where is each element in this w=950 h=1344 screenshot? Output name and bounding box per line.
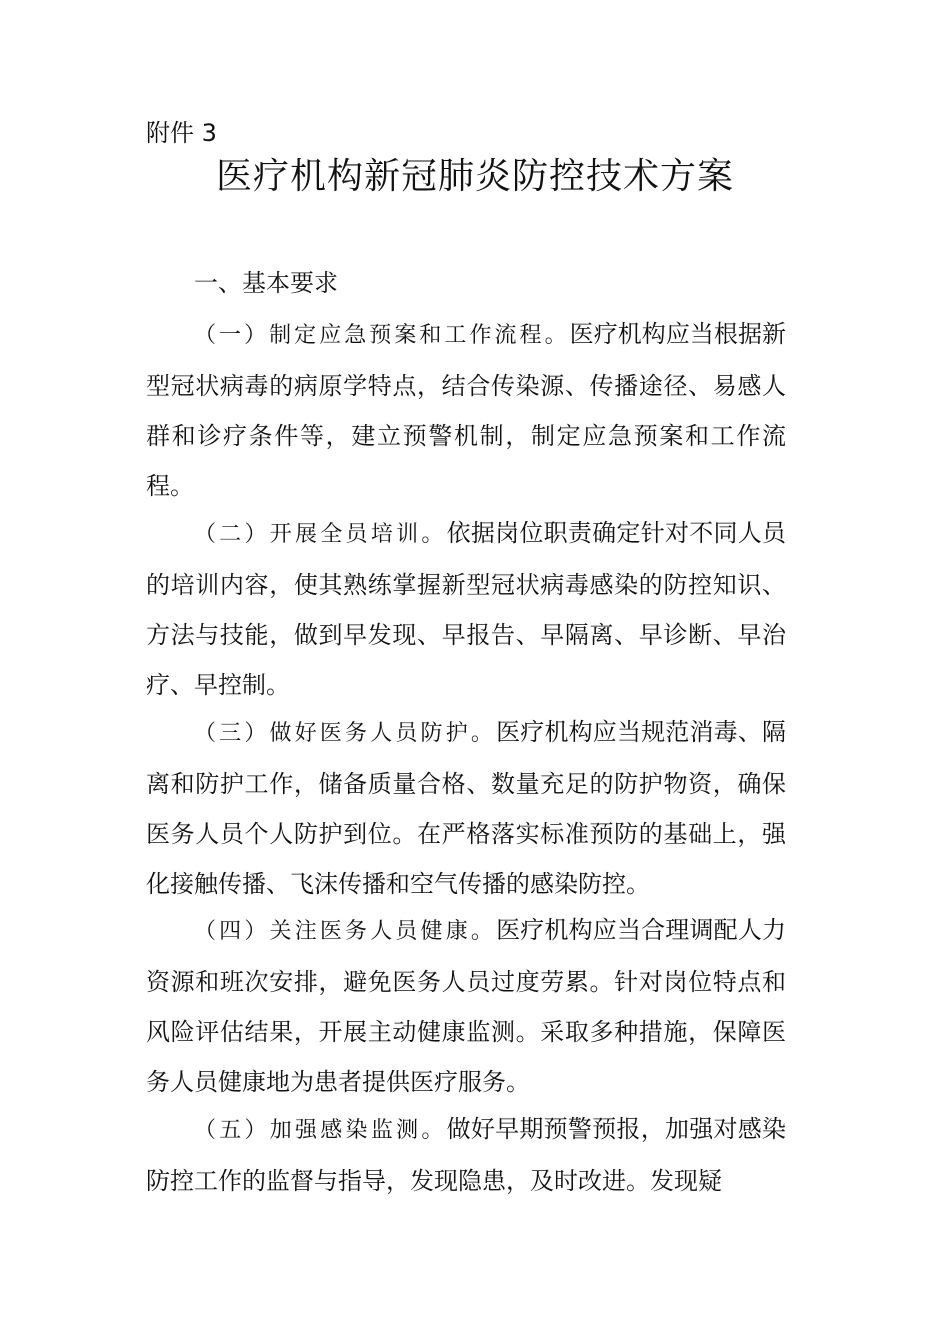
paragraph-lead: （三）做好医务人员防护。 xyxy=(194,721,497,746)
paragraph-lead: （二）开展全员培训。 xyxy=(194,522,447,547)
paragraph-emergency-plan xyxy=(146,309,786,511)
paragraph-lead: （四）关注医务人员健康。 xyxy=(194,919,497,944)
paragraph-lead: （五）加强感染监测。 xyxy=(194,1118,447,1143)
paragraph-staff-training xyxy=(146,508,786,710)
paragraph-body: 医疗机构应当根据新型冠状病毒的病原学特点，结合传染源、传播途径、易感人群和诊疗条件等，建立预警机制，制定应急预案和工作流程。 xyxy=(146,320,786,500)
paragraph-lead: （一）制定应急预案和工作流程。 xyxy=(194,323,570,348)
paragraph-body: 医疗机构应当规范消毒、隔离和防护工作，储备质量合格、数量充足的防护物资，确保医务人员个人防护到位。在严格落实标准预防的基础上，强化接触传播、飞沫传播和空气传播的感染防控。 xyxy=(146,718,786,898)
document-title: 医疗机构新冠肺炎防控技术方案 xyxy=(215,156,734,197)
paragraph-body: 做好早期预警预报，加强对感染防控工作的监督与指导，发现隐患，及时改进。发现疑 xyxy=(146,1115,786,1195)
paragraph-body: 医疗机构应当合理调配人力资源和班次安排，避免医务人员过度劳累。针对岗位特点和风险评估结果，开展主动健康监测。采取多种措施，保障医务人员健康地为患者提供医疗服务。 xyxy=(146,916,786,1096)
paragraph-staff-protection xyxy=(146,707,786,909)
section-heading: 一、基本要求 xyxy=(194,269,338,297)
paragraph-infection-monitoring xyxy=(146,1104,786,1206)
paragraph-body: 依据岗位职责确定针对不同人员的培训内容，使其熟练掌握新型冠状病毒感染的防控知识、方法与技能，做到早发现、早报告、早隔离、早诊断、早治疗、早控制。 xyxy=(146,519,786,699)
attachment-label: 附件 3 xyxy=(146,119,217,147)
paragraph-staff-health xyxy=(146,905,786,1107)
